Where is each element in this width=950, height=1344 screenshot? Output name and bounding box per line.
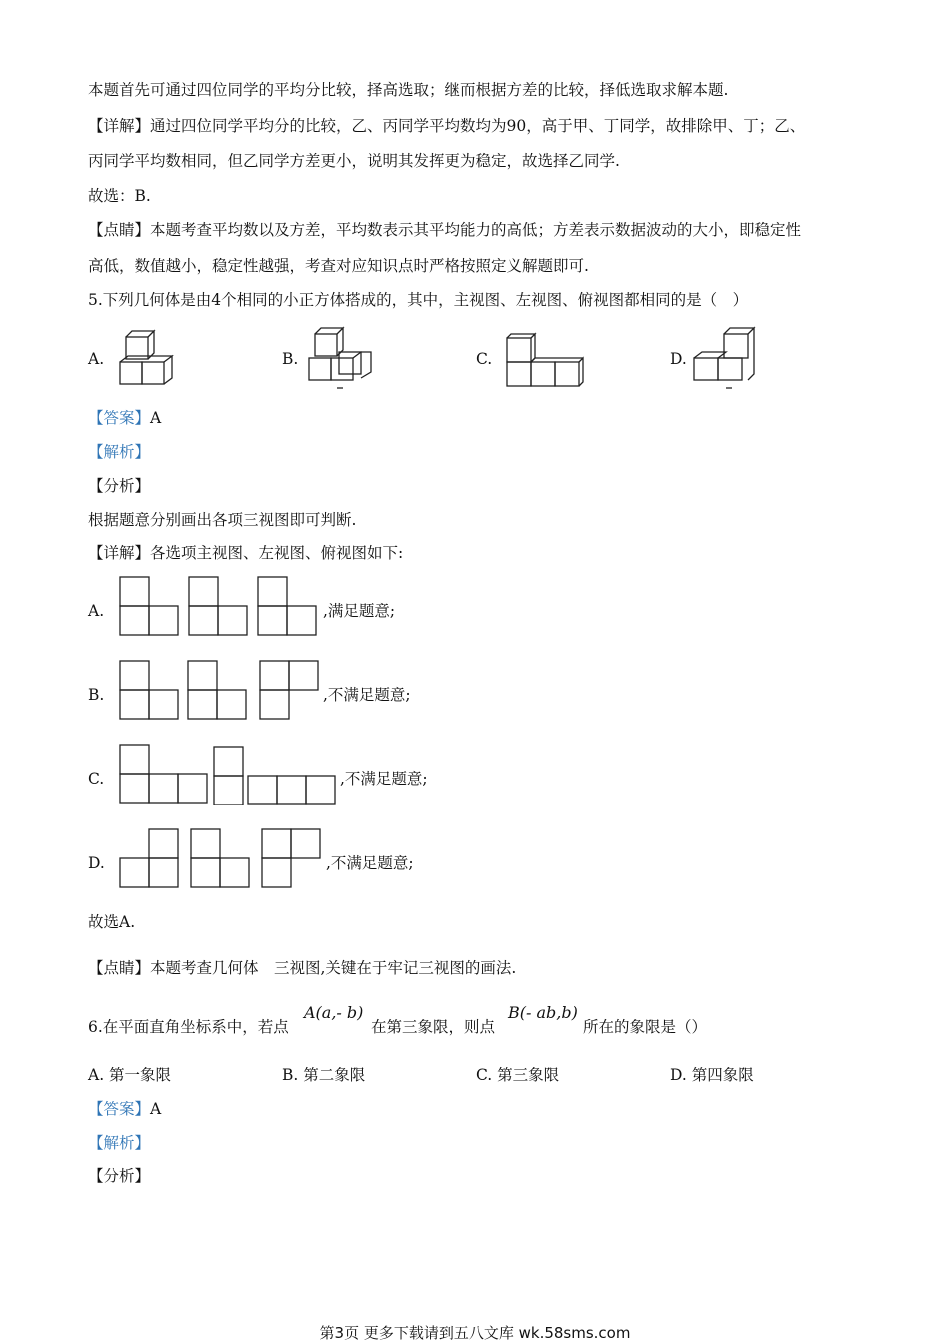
fenxi-tag-5: 【分析】	[88, 477, 151, 495]
question-5: 5.下列几何体是由4个相同的小正方体搭成的，其中，主视图、左视图、俯视图都相同的是（ ）	[88, 291, 749, 309]
q6-option-b: B. 第二象限	[282, 1066, 366, 1084]
views-a-result: ,满足题意;	[323, 602, 396, 620]
answer-value: A	[150, 409, 162, 427]
q6-option-a: A. 第一象限	[88, 1066, 172, 1084]
choose-5: 故选A.	[88, 913, 136, 931]
views-b-label: B.	[88, 686, 105, 704]
detail-5: 【详解】各选项主视图、左视图、俯视图如下:	[88, 544, 404, 562]
views-d-result: ,不满足题意;	[326, 854, 414, 872]
views-d-figure	[118, 827, 328, 889]
fenxi-text-5: 根据题意分别画出各项三视图即可判断.	[88, 511, 357, 529]
answer-6	[88, 1099, 161, 1119]
q5-option-b-label: B.	[282, 350, 299, 368]
views-c-figure	[118, 743, 340, 805]
q5-option-d-label: D.	[670, 350, 687, 368]
answer-tag: 【答案】	[88, 409, 151, 427]
views-a-figure	[118, 575, 328, 637]
answer-tag: 【答案】	[88, 1100, 151, 1118]
note-5: 【点睛】本题考查几何体 三视图,关键在于牢记三视图的画法.	[88, 959, 517, 977]
choose-line: 故选：B.	[88, 187, 151, 205]
note-line-1: 【点睛】本题考查平均数以及方差，平均数表示其平均能力的高低；方差表示数据波动的大小，即稳定性	[88, 221, 802, 239]
q5-option-c-label: C.	[476, 350, 493, 368]
q6-option-d: D. 第四象限	[670, 1066, 754, 1084]
answer-value: A	[150, 1100, 162, 1118]
note-line-2: 高低，数值越小，稳定性越强，考查对应知识点时严格按照定义解题即可.	[88, 257, 589, 275]
q5-option-b-figure	[305, 326, 375, 392]
views-b-figure	[118, 659, 328, 721]
views-c-result: ,不满足题意;	[340, 770, 428, 788]
q6-option-c: C. 第三象限	[476, 1066, 560, 1084]
answer-5	[88, 408, 161, 428]
page-footer: 第3页 更多下载请到五八文库 wk.58sms.com	[319, 1324, 631, 1342]
detail-line-2: 丙同学平均数相同，但乙同学方差更小，说明其发挥更为稳定，故选择乙同学.	[88, 152, 620, 170]
views-d-label: D.	[88, 854, 105, 872]
views-c-label: C.	[88, 770, 105, 788]
analysis-tag-6: 【解析】	[88, 1134, 151, 1152]
question-6-text: 6.在平面直角坐标系中，若点	[88, 1018, 289, 1036]
fenxi-tag-6: 【分析】	[88, 1167, 151, 1185]
q6-point-b: B(- ab,b)	[508, 1003, 578, 1022]
q5-option-a-figure	[116, 326, 178, 388]
q5-option-a-label: A.	[88, 350, 105, 368]
question-6-mid: 在第三象限，则点	[371, 1018, 496, 1036]
question-6-post: 所在的象限是（）	[583, 1018, 708, 1036]
q6-point-a: A(a,- b)	[304, 1003, 364, 1022]
q5-option-c-figure	[504, 332, 588, 390]
paragraph-analysis: 本题首先可通过四位同学的平均分比较，择高选取；继而根据方差的比较，择低选取求解本题.	[88, 81, 729, 99]
q5-option-d-figure	[690, 326, 762, 392]
detail-line-1: 【详解】通过四位同学平均分的比较，乙、丙同学平均数均为90，高于甲、丁同学，故排除甲、丁；乙、	[88, 117, 806, 135]
views-a-label: A.	[88, 602, 105, 620]
analysis-tag-5: 【解析】	[88, 443, 151, 461]
views-b-result: ,不满足题意;	[323, 686, 411, 704]
